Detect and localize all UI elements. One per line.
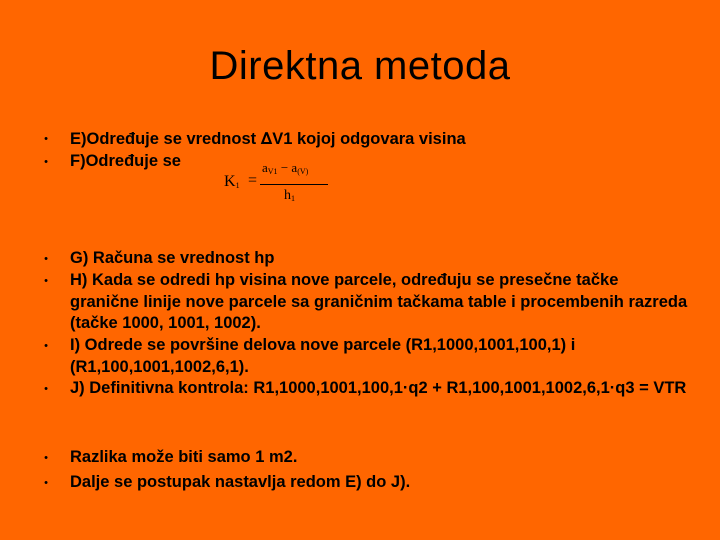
bullet-marker: • [44, 275, 48, 287]
bullet-marker: • [44, 340, 48, 352]
fraction-bar [260, 184, 328, 185]
bullet-marker: • [44, 133, 48, 145]
slide-title: Direktna metoda [209, 44, 511, 88]
bullet-text: J) Definitivna kontrola: R1,1000,1001,100,1·q2 + R1,100,1001,1002,6,1·q3 = VTR [70, 379, 687, 397]
formula-den-symbol: h [284, 188, 291, 203]
formula-term-a2: a [291, 160, 298, 175]
formula-term-a1: a [262, 160, 268, 175]
formula-k1 [224, 160, 334, 210]
bullet-marker: • [44, 156, 48, 168]
formula-lhs [224, 173, 240, 191]
bullet-text: Dalje se postupak nastavlja redom E) do J). [70, 473, 411, 491]
formula-denominator [284, 188, 295, 204]
formula-term-a1-subscript: V1 [267, 167, 278, 176]
delta-symbol: ∆ [260, 129, 273, 148]
formula-lhs-symbol: K [224, 173, 236, 190]
bullet-text-part: E)Određuje se vrednost [70, 130, 261, 148]
bullet-marker: • [44, 383, 48, 395]
bullet-text: Razlika može biti samo 1 m2. [70, 448, 298, 466]
formula-den-subscript: 1 [291, 194, 295, 203]
formula-equals: = [248, 172, 258, 189]
bullet-text: F)Određuje se [70, 152, 181, 170]
formula-numerator [262, 160, 308, 176]
bullet-text: G) Računa se vrednost hp [70, 249, 275, 267]
formula-lhs-subscript: 1 [235, 181, 240, 190]
bullet-text: H) Kada se odredi hp visina nove parcele, određuju se presečne tačke granične linije nove parcele sa graničnim tačkama table i procembenih razreda (tačke 1000, 1001, 1002). [70, 271, 688, 332]
bullet-text [70, 128, 690, 151]
bullet-text: I) Odrede se površine delova nove parcele (R1,1000,1001,100,1) i (R1,100,1001,1002,6,1). [70, 336, 576, 376]
bullet-marker: • [44, 253, 48, 265]
bullet-text-part: V1 kojoj odgovara visina [272, 130, 466, 148]
bullet-marker: • [44, 477, 48, 489]
formula-minus: − [280, 160, 289, 175]
formula-term-a2-subscript: (V) [297, 167, 309, 176]
bullet-marker: • [44, 452, 48, 464]
